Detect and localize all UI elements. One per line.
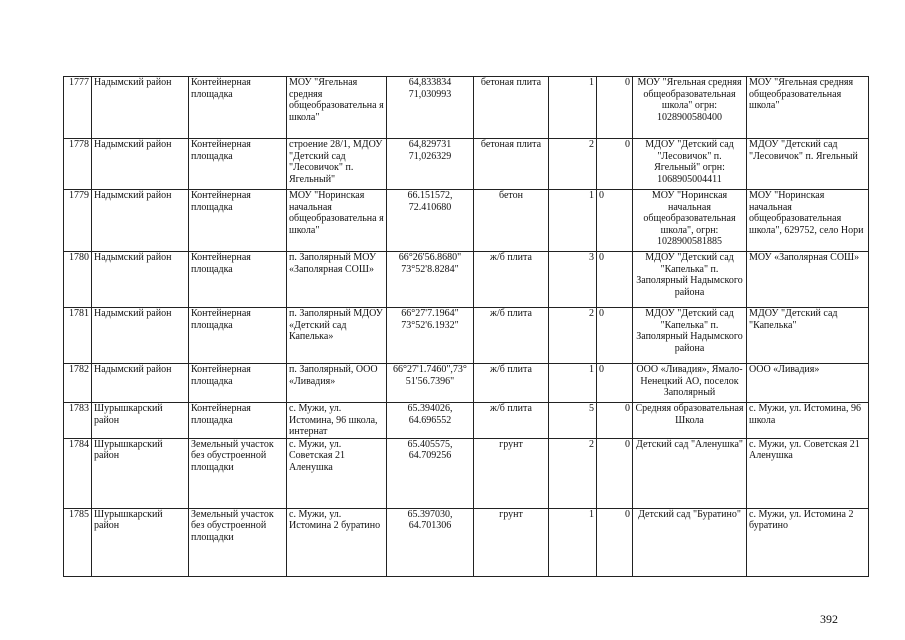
owner-cell: МОУ "Ягельная средняя общеобразовательная школа" огрн: 1028900580400 bbox=[633, 77, 747, 139]
site-type-cell: Земельный участок без обустроенной площадки bbox=[189, 438, 287, 508]
table-row bbox=[64, 252, 869, 308]
row-number: 1781 bbox=[64, 308, 92, 364]
row-number: 1784 bbox=[64, 438, 92, 508]
row-number: 1780 bbox=[64, 252, 92, 308]
row-number: 1777 bbox=[64, 77, 92, 139]
district-cell: Надымский район bbox=[92, 139, 189, 190]
owner-cell: МДОУ "Детский сад "Капелька" п. Заполярный Надымского района bbox=[633, 252, 747, 308]
owner-cell: ООО «Ливадия», Ямало-Ненецкий АО, поселок Заполярный bbox=[633, 364, 747, 403]
coordinates-cell: 66°27'7.1964" 73°52'6.1932" bbox=[387, 308, 474, 364]
row-number: 1782 bbox=[64, 364, 92, 403]
address-cell: с. Мужи, ул. Советская 21 Аленушка bbox=[287, 438, 387, 508]
surface-cell: ж/б плита bbox=[474, 403, 549, 439]
coordinates-cell: 65.405575, 64.709256 bbox=[387, 438, 474, 508]
surface-cell: грунт bbox=[474, 508, 549, 576]
container-count-cell: 1 bbox=[549, 508, 597, 576]
container-count-cell: 3 bbox=[549, 252, 597, 308]
site-type-cell: Контейнерная площадка bbox=[189, 364, 287, 403]
owner-cell: Детский сад "Буратино" bbox=[633, 508, 747, 576]
volume-cell: 0 bbox=[597, 252, 633, 308]
container-count-cell: 1 bbox=[549, 77, 597, 139]
volume-cell: 0 bbox=[597, 190, 633, 252]
volume-cell: 0 bbox=[597, 403, 633, 439]
source-cell: с. Мужи, ул. Истомина, 96 школа bbox=[747, 403, 869, 439]
site-type-cell: Контейнерная площадка bbox=[189, 403, 287, 439]
source-cell: с. Мужи, ул. Истомина 2 буратино bbox=[747, 508, 869, 576]
table-row bbox=[64, 308, 869, 364]
surface-cell: ж/б плита bbox=[474, 252, 549, 308]
site-type-cell: Контейнерная площадка bbox=[189, 190, 287, 252]
container-count-cell: 5 bbox=[549, 403, 597, 439]
volume-cell: 0 bbox=[597, 139, 633, 190]
surface-cell: бетоная плита bbox=[474, 139, 549, 190]
volume-cell: 0 bbox=[597, 308, 633, 364]
surface-cell: ж/б плита bbox=[474, 364, 549, 403]
address-cell: п. Заполярный, ООО «Ливадия» bbox=[287, 364, 387, 403]
site-type-cell: Контейнерная площадка bbox=[189, 77, 287, 139]
volume-cell: 0 bbox=[597, 508, 633, 576]
table-row bbox=[64, 77, 869, 139]
table-row bbox=[64, 139, 869, 190]
source-cell: ООО «Ливадия» bbox=[747, 364, 869, 403]
district-cell: Надымский район bbox=[92, 364, 189, 403]
row-number: 1783 bbox=[64, 403, 92, 439]
coordinates-cell: 65.394026, 64.696552 bbox=[387, 403, 474, 439]
district-cell: Шурышкарский район bbox=[92, 438, 189, 508]
site-type-cell: Контейнерная площадка bbox=[189, 308, 287, 364]
surface-cell: бетон bbox=[474, 190, 549, 252]
coordinates-cell: 64,833834 71,030993 bbox=[387, 77, 474, 139]
address-cell: МОУ "Ягельная средняя общеобразовательна я школа" bbox=[287, 77, 387, 139]
owner-cell: Детский сад "Аленушка" bbox=[633, 438, 747, 508]
district-cell: Надымский район bbox=[92, 308, 189, 364]
row-number: 1785 bbox=[64, 508, 92, 576]
coordinates-cell: 66°26'56.8680" 73°52'8.8284" bbox=[387, 252, 474, 308]
table-row bbox=[64, 438, 869, 508]
surface-cell: грунт bbox=[474, 438, 549, 508]
source-cell: МОУ "Норинская начальная общеобразовательная школа", 629752, село Нори bbox=[747, 190, 869, 252]
row-number: 1778 bbox=[64, 139, 92, 190]
volume-cell: 0 bbox=[597, 438, 633, 508]
district-cell: Надымский район bbox=[92, 190, 189, 252]
owner-cell: Средняя образовательная Школа bbox=[633, 403, 747, 439]
address-cell: МОУ "Норинская начальная общеобразовательна я школа" bbox=[287, 190, 387, 252]
page-number: 392 bbox=[820, 612, 838, 626]
container-count-cell: 1 bbox=[549, 190, 597, 252]
container-count-cell: 2 bbox=[549, 438, 597, 508]
coordinates-cell: 64,829731 71,026329 bbox=[387, 139, 474, 190]
container-count-cell: 2 bbox=[549, 139, 597, 190]
source-cell: МДОУ "Детский сад "Лесовичок" п. Ягельный bbox=[747, 139, 869, 190]
container-count-cell: 2 bbox=[549, 308, 597, 364]
coordinates-cell: 66°27'1.7460",73° 51'56.7396" bbox=[387, 364, 474, 403]
district-cell: Надымский район bbox=[92, 77, 189, 139]
container-count-cell: 1 bbox=[549, 364, 597, 403]
surface-cell: ж/б плита bbox=[474, 308, 549, 364]
table-row bbox=[64, 364, 869, 403]
owner-cell: МДОУ "Детский сад "Капелька" п. Заполярный Надымского района bbox=[633, 308, 747, 364]
site-type-cell: Контейнерная площадка bbox=[189, 252, 287, 308]
owner-cell: МОУ "Норинская начальная общеобразовательная школа", огрн: 1028900581885 bbox=[633, 190, 747, 252]
source-cell: МДОУ "Детский сад "Капелька" bbox=[747, 308, 869, 364]
source-cell: МОУ "Ягельная средняя общеобразовательная школа" bbox=[747, 77, 869, 139]
table-row bbox=[64, 508, 869, 576]
site-type-cell: Контейнерная площадка bbox=[189, 139, 287, 190]
row-number: 1779 bbox=[64, 190, 92, 252]
address-cell: строение 28/1, МДОУ "Детский сад "Лесовичок" п. Ягельный" bbox=[287, 139, 387, 190]
address-cell: п. Заполярный МОУ «Заполярная СОШ» bbox=[287, 252, 387, 308]
surface-cell: бетоная плита bbox=[474, 77, 549, 139]
address-cell: п. Заполярный МДОУ «Детский сад Капелька» bbox=[287, 308, 387, 364]
owner-cell: МДОУ "Детский сад "Лесовичок" п. Ягельный" огрн: 1068905004411 bbox=[633, 139, 747, 190]
district-cell: Шурышкарский район bbox=[92, 508, 189, 576]
source-cell: МОУ «Заполярная СОШ» bbox=[747, 252, 869, 308]
address-cell: с. Мужи, ул. Истомина 2 буратино bbox=[287, 508, 387, 576]
site-type-cell: Земельный участок без обустроенной площадки bbox=[189, 508, 287, 576]
district-cell: Шурышкарский район bbox=[92, 403, 189, 439]
table-row bbox=[64, 403, 869, 439]
volume-cell: 0 bbox=[597, 364, 633, 403]
registry-table bbox=[63, 76, 869, 577]
district-cell: Надымский район bbox=[92, 252, 189, 308]
table-row bbox=[64, 190, 869, 252]
coordinates-cell: 65.397030, 64.701306 bbox=[387, 508, 474, 576]
volume-cell: 0 bbox=[597, 77, 633, 139]
coordinates-cell: 66.151572, 72.410680 bbox=[387, 190, 474, 252]
source-cell: с. Мужи, ул. Советская 21 Аленушка bbox=[747, 438, 869, 508]
address-cell: с. Мужи, ул. Истомина, 96 школа, интернат bbox=[287, 403, 387, 439]
